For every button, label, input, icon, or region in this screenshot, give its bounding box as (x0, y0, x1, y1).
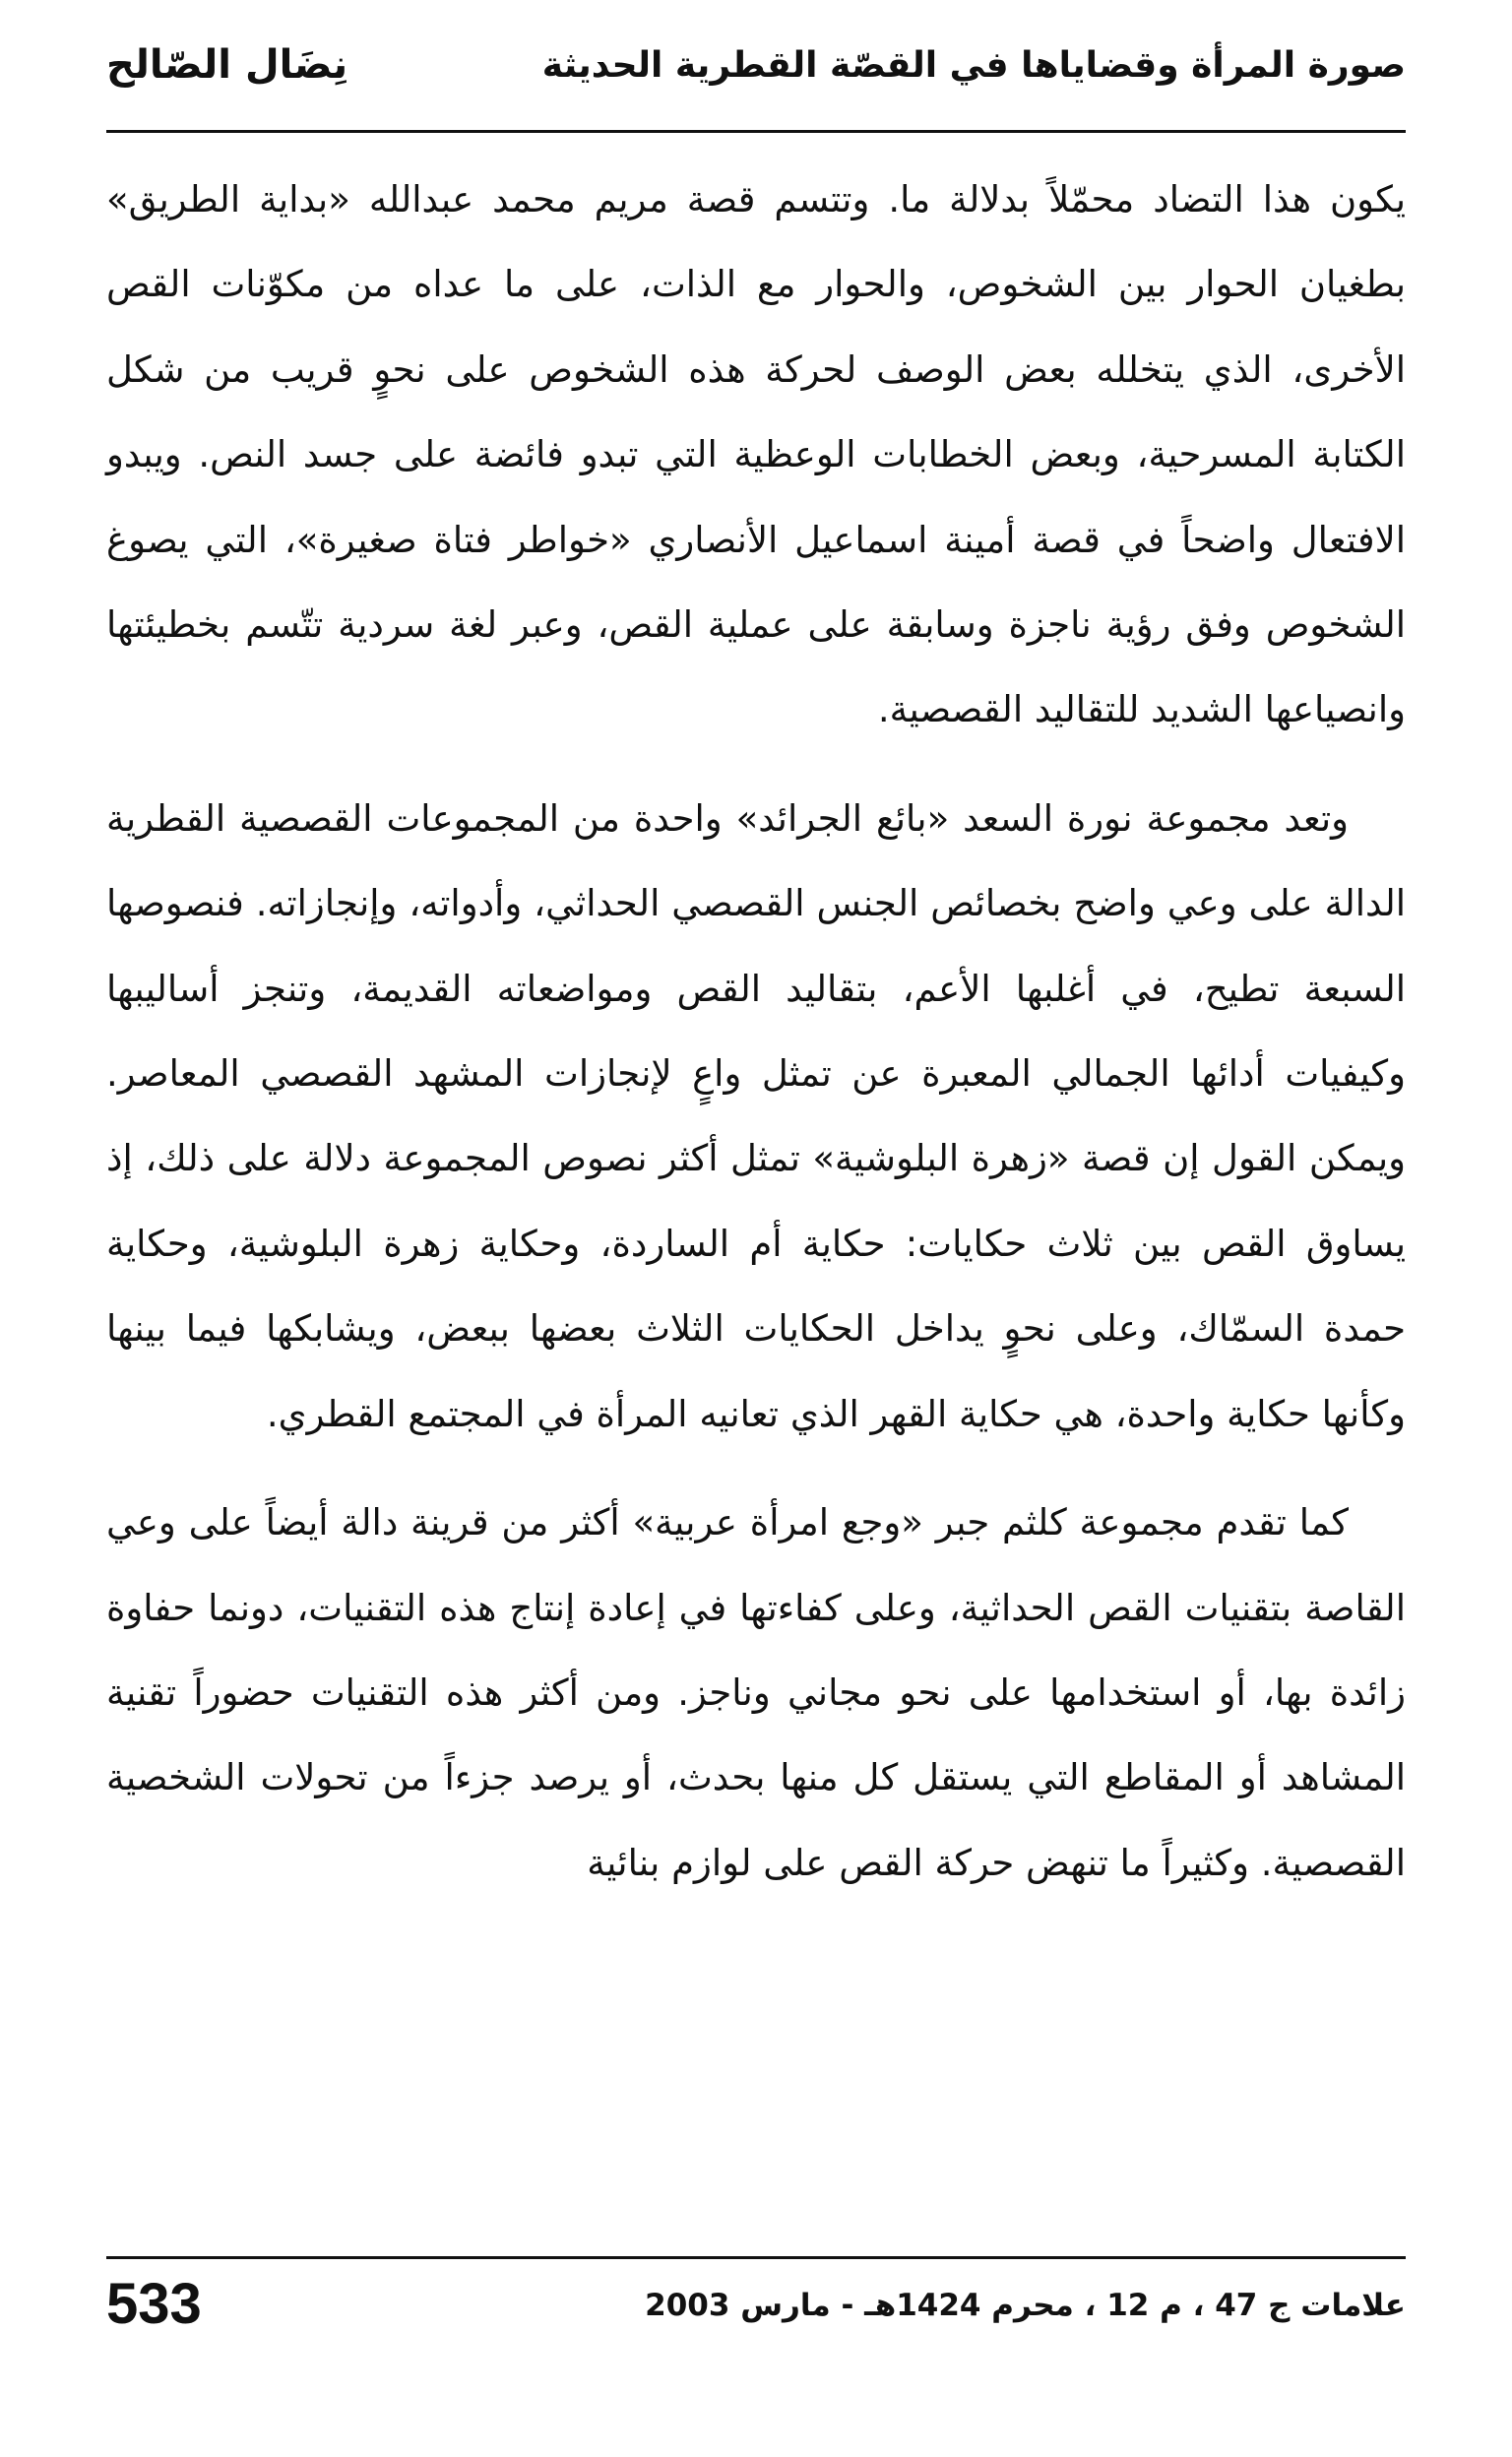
header-divider (106, 130, 1406, 133)
running-header (106, 33, 1406, 142)
paragraph-3: كما تقدم مجموعة كلثم جبر «وجع امرأة عربية» أكثر من قرينة دالة أيضاً على وعي القاصة بتقنيات القص الحداثية، وعلى كفاءتها في إعادة إنتاج هذه التقنيات، دونما حفاوة زائدة بها، أو استخدامها على نحو مجاني وناجز. ومن أكثر هذه التقنيات حضوراً تقنية المشاهد أو المقاطع التي يستقل كل منها بحدث، أو يرصد جزءاً من تحولات الشخصية القصصية. وكثيراً ما تنهض حركة القص على لوازم بنائية (106, 1501, 1406, 1884)
body-text (106, 158, 1406, 1906)
footer-citation: علامات ج 47 ، م 12 ، محرم 1424هـ - مارس 2003 (645, 2288, 1406, 2323)
footer-divider (106, 2256, 1406, 2259)
running-header-title: صورة المرأة وقضاياها في القصّة القطرية الحديثة (541, 45, 1406, 86)
paragraph-1: يكون هذا التضاد محمّلاً بدلالة ما. وتتسم قصة مريم محمد عبدالله «بداية الطريق» بطغيان الحوار بين الشخوص، والحوار مع الذات، على ما عداه من مكوّنات القص الأخرى، الذي يتخلله بعض الوصف لحركة هذه الشخوص على نحوٍ قريب من شكل الكتابة المسرحية، وبعض الخطابات الوعظية التي تبدو فائضة على جسد النص. ويبدو الافتعال واضحاً في قصة أمينة اسماعيل الأنصاري «خواطر فتاة صغيرة»، التي يصوغ الشخوص وفق رؤية ناجزة وسابقة على عملية القص، وعبر لغة سردية تتّسم بخطيئتها وانصياعها الشديد للتقاليد القصصية. (106, 178, 1406, 731)
paragraph-2: وتعد مجموعة نورة السعد «بائع الجرائد» واحدة من المجموعات القصصية القطرية الدالة على وعي واضح بخصائص الجنس القصصي الحداثي، وأدواته، وإنجازاته. فنصوصها السبعة تطيح، في أغلبها الأعم، بتقاليد القص ومواضعاته القديمة، وتنجز أساليبها وكيفيات أدائها الجمالي المعبرة عن تمثل واعٍ لإنجازات المشهد القصصي المعاصر. ويمكن القول إن قصة «زهرة البلوشية» تمثل أكثر نصوص المجموعة دلالة على ذلك، إذ يساوق القص بين ثلاث حكايات: حكاية أم الساردة، وحكاية زهرة البلوشية، وحكاية حمدة السمّاك، وعلى نحوٍ يداخل الحكايات الثلاث بعضها ببعض، ويشابكها فيما بينها وكأنها حكاية واحدة، هي حكاية القهر الذي تعانيه المرأة في المجتمع القطري. (106, 796, 1406, 1435)
running-header-author: نِضَال الصّالح (106, 42, 348, 88)
page-number: 533 (106, 2272, 202, 2336)
